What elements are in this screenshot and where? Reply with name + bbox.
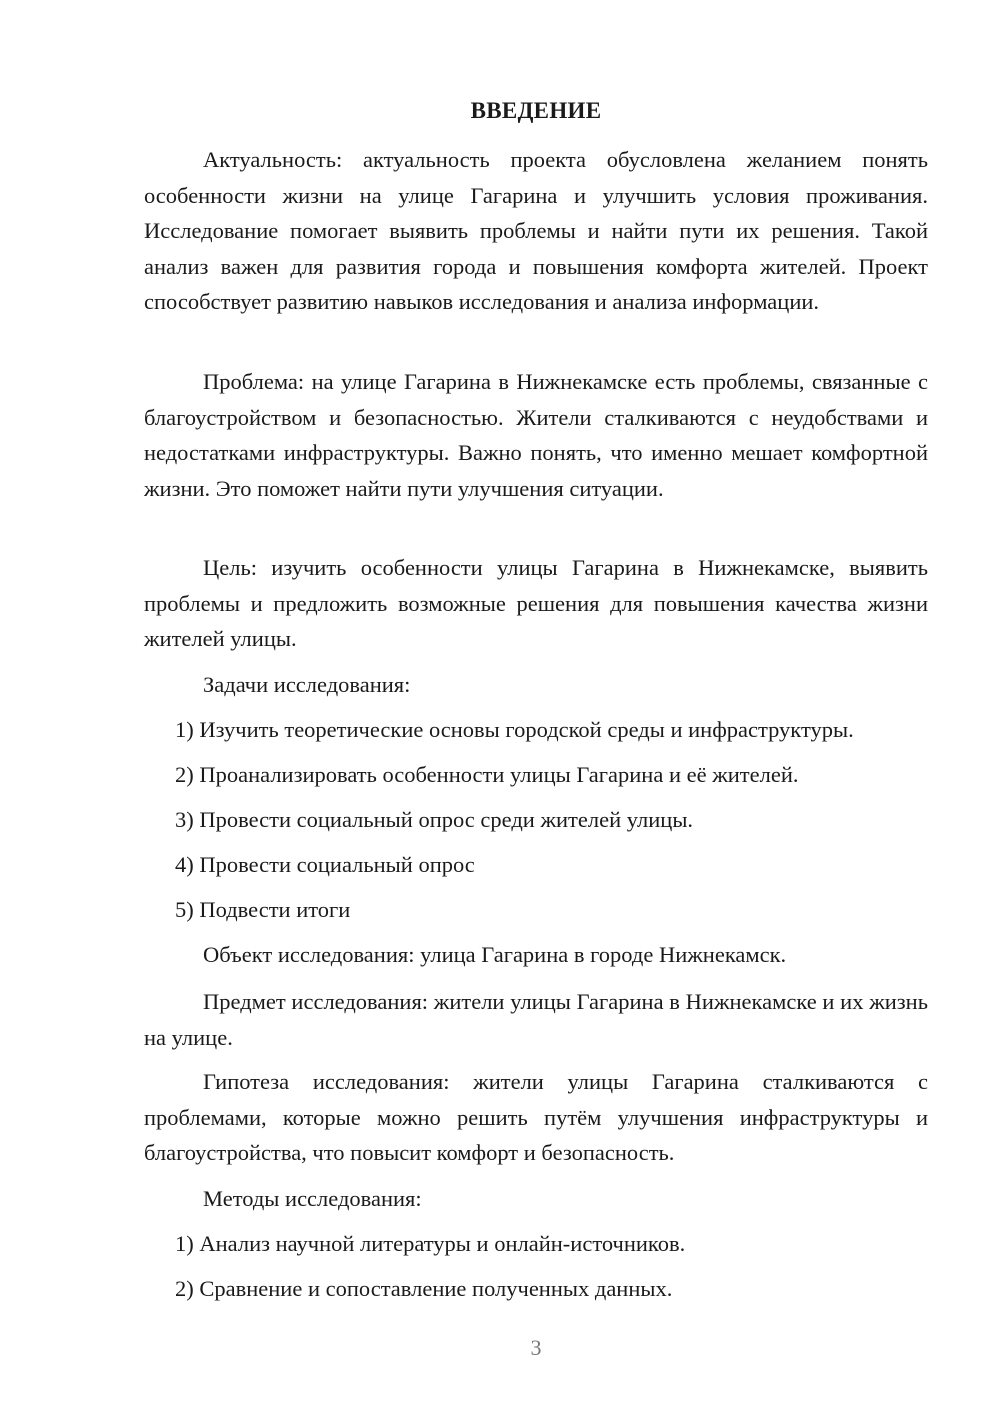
task-item-1: 1) Изучить теоретические основы городской среды и инфраструктуры. (175, 717, 854, 742)
paragraph-problem: Проблема: на улице Гагарина в Нижнекамске есть проблемы, связанные с благоустройством и безопасностью. Жители сталкиваются с неудобствами и недостатками инфраструктуры. Важно понять, что именно мешает комфортной жизни. Это поможет найти пути улучшения ситуации. (144, 369, 928, 501)
task-item-2: 2) Проанализировать особенности улицы Гагарина и её жителей. (175, 762, 799, 787)
task-item-3: 3) Провести социальный опрос среди жителей улицы. (175, 807, 694, 832)
task-item-5: 5) Подвести итоги (175, 897, 351, 922)
paragraph-object: Объект исследования: улица Гагарина в городе Нижнекамск. (203, 942, 787, 967)
methods-title: Методы исследования: (203, 1186, 422, 1211)
method-item-1: 1) Анализ научной литературы и онлайн-источников. (175, 1231, 686, 1256)
page-number: 3 (530, 1335, 542, 1360)
tasks-title: Задачи исследования: (203, 672, 411, 697)
task-item-4: 4) Провести социальный опрос (175, 852, 475, 877)
paragraph-subject: Предмет исследования: жители улицы Гагарина в Нижнекамске и их жизнь на улице. (144, 989, 928, 1050)
paragraph-goal: Цель: изучить особенности улицы Гагарина в Нижнекамске, выявить проблемы и предложить возможные решения для повышения качества жизни жителей улицы. (144, 555, 928, 651)
paragraph-relevance: Актуальность: актуальность проекта обусловлена желанием понять особенности жизни на улице Гагарина и улучшить условия проживания. Исследование помогает выявить проблемы и найти пути их решения. Такой анализ важен для развития города и повышения комфорта жителей. Проект способствует развитию навыков исследования и анализа информации. (144, 147, 928, 314)
paragraph-hypothesis: Гипотеза исследования: жители улицы Гагарина сталкиваются с проблемами, которые можно решить путём улучшения инфраструктуры и благоустройства, что повысит комфорт и безопасность. (144, 1069, 928, 1165)
section-heading: ВВЕДЕНИЕ (470, 98, 602, 123)
method-item-2: 2) Сравнение и сопоставление полученных данных. (175, 1276, 673, 1301)
